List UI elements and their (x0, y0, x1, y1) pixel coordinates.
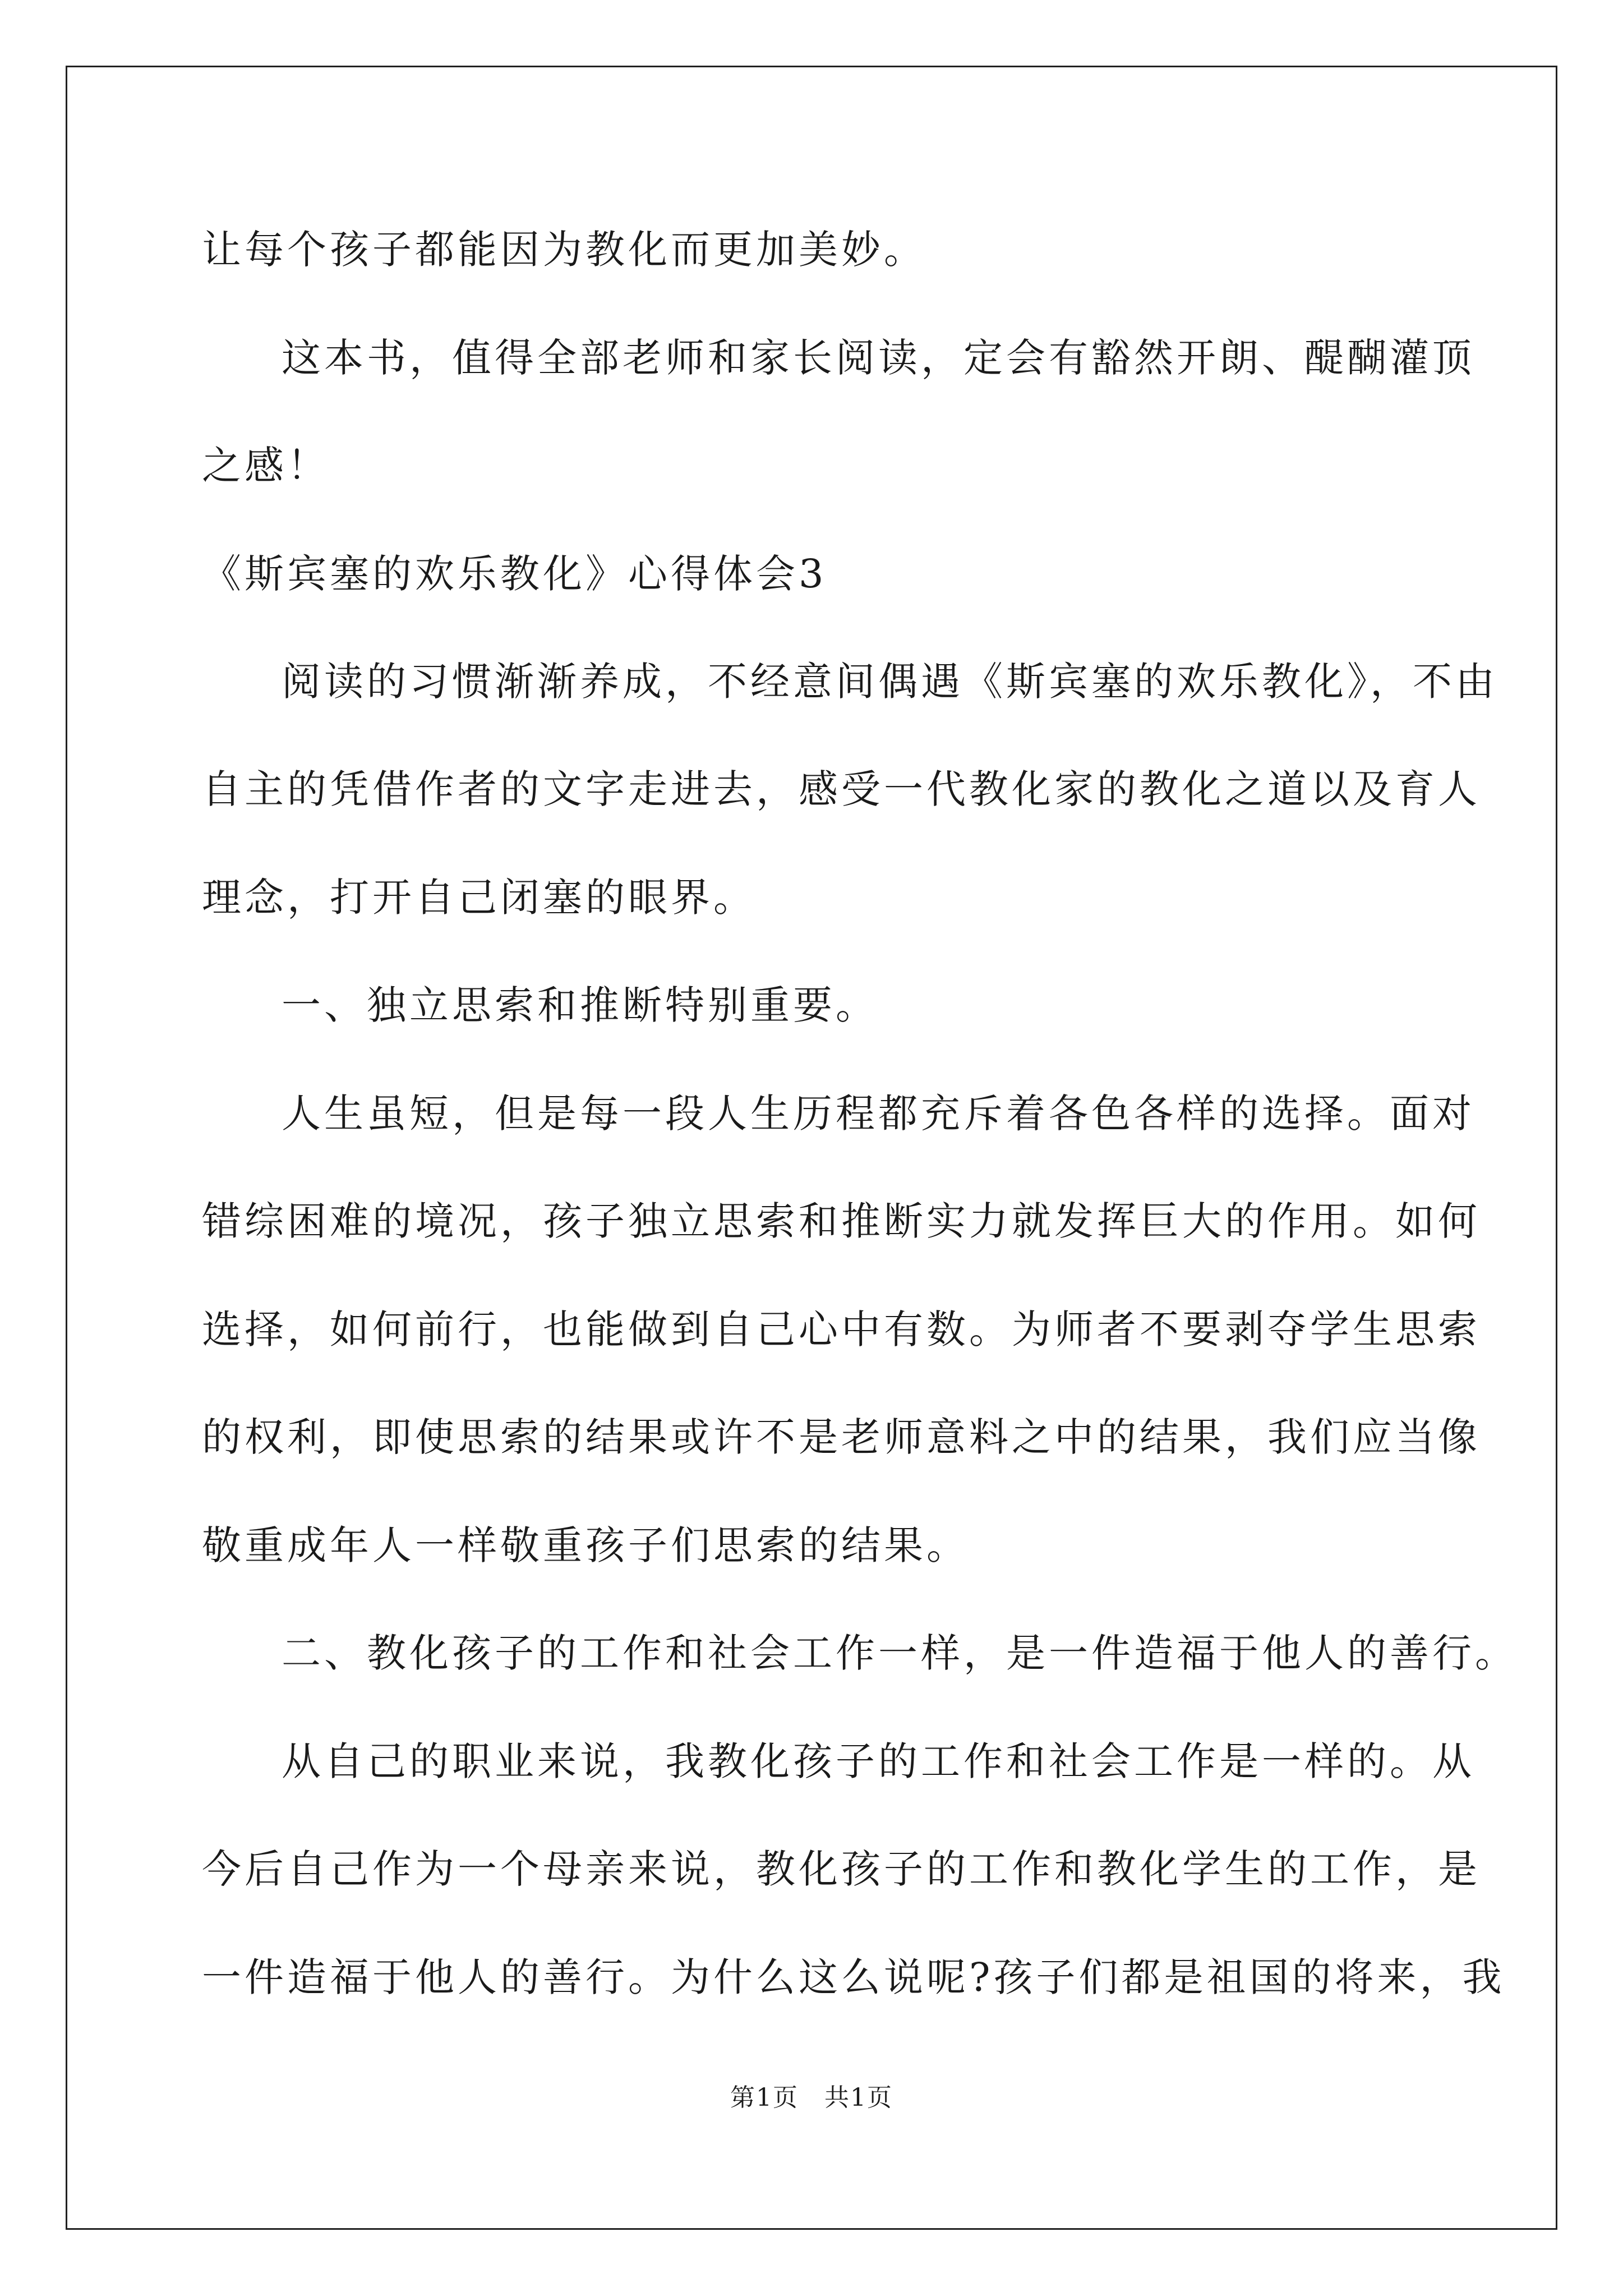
section-heading: 《斯宾塞的欢乐教化》心得体会3 (202, 551, 827, 597)
page-footer: 第1页 共1页 (730, 2083, 893, 2112)
paragraph-line: 选择，如何前行，也能做到自己心中有数。为师者不要剥夺学生思索 (202, 1306, 1481, 1352)
paragraph-line: 之感！ (202, 443, 330, 489)
subheading-line: 一、独立思索和推断特别重要。 (282, 982, 878, 1028)
paragraph-line: 错综困难的境况，孩子独立思索和推断实力就发挥巨大的作用。如何 (202, 1198, 1481, 1244)
paragraph-line: 理念，打开自己闭塞的眼界。 (202, 875, 756, 921)
paragraph-line: 阅读的习惯渐渐养成，不经意间偶遇《斯宾塞的欢乐教化》，不由 (282, 659, 1498, 705)
paragraph-line: 让每个孩子都能因为教化而更加美妙。 (202, 227, 926, 273)
paragraph-line: 这本书，值得全部老师和家长阅读，定会有豁然开朗、醍醐灌顶 (282, 335, 1475, 381)
paragraph-line: 自主的凭借作者的文字走进去，感受一代教化家的教化之道以及育人 (202, 766, 1481, 812)
paragraph-line: 人生虽短，但是每一段人生历程都充斥着各色各样的选择。面对 (282, 1091, 1475, 1137)
subheading-line: 二、教化孩子的工作和社会工作一样，是一件造福于他人的善行。 (282, 1630, 1518, 1676)
page-border (66, 66, 1557, 2230)
paragraph-line: 从自己的职业来说，我教化孩子的工作和社会工作是一样的。从 (282, 1738, 1475, 1784)
paragraph-line: 敬重成年人一样敬重孩子们思索的结果。 (202, 1522, 969, 1568)
paragraph-line: 一件造福于他人的善行。为什么这么说呢?孩子们都是祖国的将来，我 (202, 1954, 1505, 2000)
paragraph-line: 今后自己作为一个母亲来说，教化孩子的工作和教化学生的工作，是 (202, 1846, 1481, 1892)
paragraph-line: 的权利，即使思索的结果或许不是老师意料之中的结果，我们应当像 (202, 1414, 1481, 1460)
